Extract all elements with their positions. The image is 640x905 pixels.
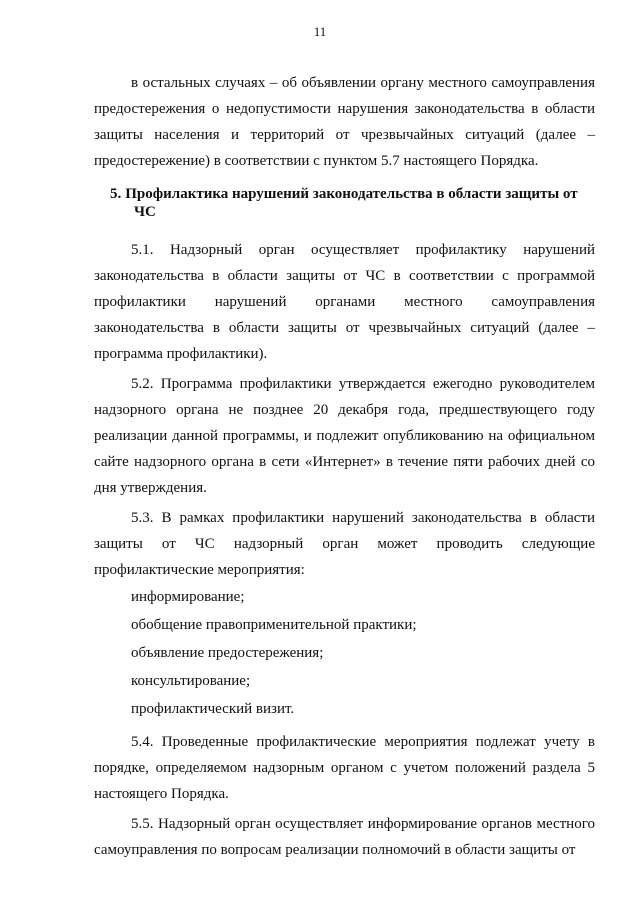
measures-list — [131, 583, 595, 723]
list-item: профилактический визит. — [131, 701, 295, 717]
document-body — [94, 70, 595, 867]
section-number: 5. — [110, 186, 122, 202]
paragraph-5-1: 5.1. Надзорный орган осуществляет профилактику нарушений законодательства в области защиты от ЧС в соответствии с программой профилактики нарушений органами местного самоуправления законодательства в области защиты от чрезвычайных ситуаций (далее – программа профилактики). — [94, 242, 595, 362]
paragraph-5-3: 5.3. В рамках профилактики нарушений законодательства в области защиты от ЧС надзорный орган может проводить следующие профилактические мероприятия: — [94, 510, 595, 578]
page-number: 11 — [313, 24, 327, 39]
paragraph-5-2: 5.2. Программа профилактики утверждается ежегодно руководителем надзорного органа не позднее 20 декабря года, предшествующего году реализации данной программы, и подлежит опубликованию на официальном сайте надзорного органа в сети «Интернет» в течение пяти рабочих дней со дня утверждения. — [94, 376, 595, 496]
paragraph-5-5: 5.5. Надзорный орган осуществляет информирование органов местного самоуправления по вопросам реализации полномочий в области защиты от — [94, 816, 595, 858]
list-item: объявление предостережения; — [131, 645, 324, 661]
list-item: консультирование; — [131, 673, 251, 689]
section-heading — [94, 185, 595, 221]
intro-paragraph: в остальных случаях – об объявлении органу местного самоуправления предостережения о недопустимости нарушения законодательства в области защиты населения и территорий от чрезвычайных ситуаций (далее – предостережение) в соответствии с пунктом 5.7 настоящего Порядка. — [94, 75, 595, 169]
section-title: Профилактика нарушений законодательства в области защиты от ЧС — [125, 186, 578, 220]
list-item: информирование; — [131, 589, 245, 605]
list-item: обобщение правоприменительной практики; — [131, 617, 417, 633]
paragraph-5-4: 5.4. Проведенные профилактические мероприятия подлежат учету в порядке, определяемом надзорным органом с учетом положений раздела 5 настоящего Порядка. — [94, 734, 595, 802]
